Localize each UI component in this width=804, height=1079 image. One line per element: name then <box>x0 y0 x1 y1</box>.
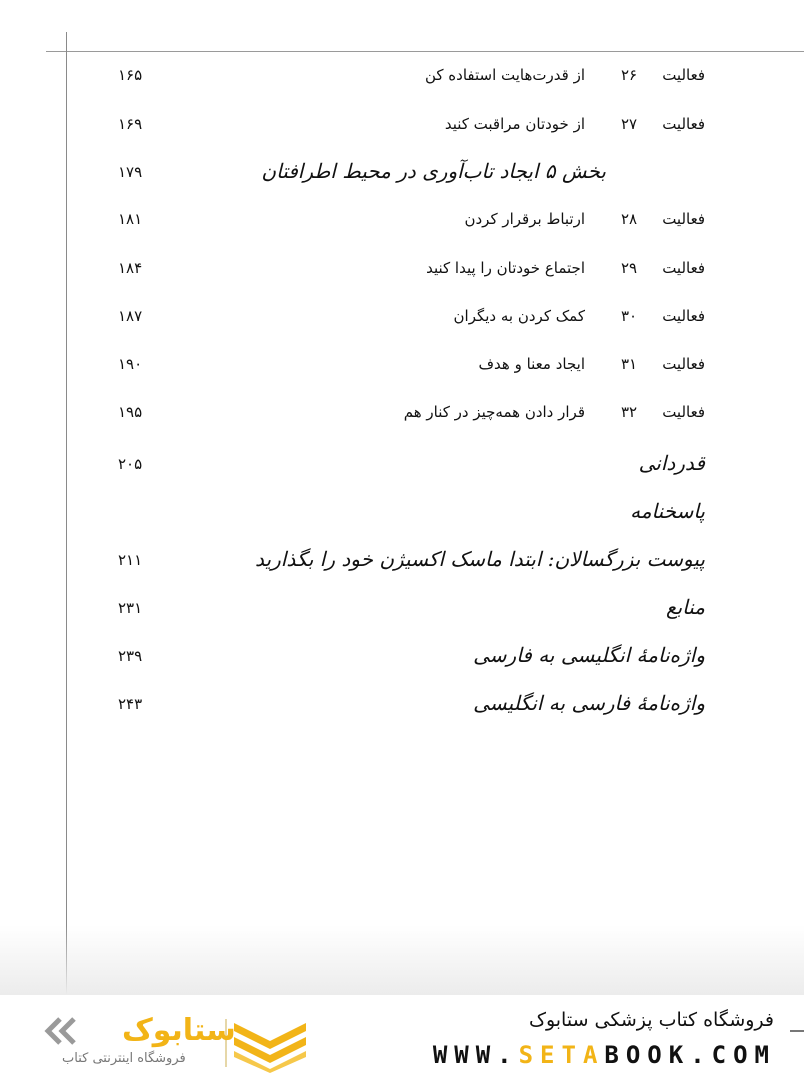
activity-number: ۲۹ <box>620 259 638 277</box>
activity-number: ۳۰ <box>620 307 638 325</box>
toc-section <box>0 595 804 629</box>
toc-row <box>0 307 804 337</box>
logo-tagline: فروشگاه اینترنتی کتاب <box>62 1051 186 1066</box>
activity-label: فعالیت <box>662 66 705 84</box>
toc-section <box>0 499 804 533</box>
url-highlight: SETA <box>518 1041 605 1069</box>
toc-section <box>0 451 804 485</box>
activity-label: فعالیت <box>662 210 705 228</box>
store-name: فروشگاه کتاب پزشکی ستابوک <box>528 1009 774 1031</box>
activity-title: کمک کردن به دیگران <box>453 307 585 325</box>
activity-label: فعالیت <box>662 115 705 133</box>
store-footer <box>0 995 804 1079</box>
activity-title: از قدرت‌هایت استفاده کن <box>424 66 585 84</box>
activity-title: ایجاد معنا و هدف <box>478 355 585 373</box>
page-number: ۱۸۴ <box>118 259 143 277</box>
activity-number: ۲۸ <box>620 210 638 228</box>
toc-row <box>0 403 804 433</box>
toc-row <box>0 259 804 289</box>
activity-title: قرار دادن همه‌چیز در کنار هم <box>403 403 585 421</box>
page-number: ۱۶۵ <box>118 66 143 84</box>
activity-label: فعالیت <box>662 259 705 277</box>
activity-title: از خودتان مراقبت کنید <box>444 115 585 133</box>
section-title: واژه‌نامهٔ انگلیسی به فارسی <box>473 643 705 667</box>
toc-row <box>0 210 804 240</box>
activity-title: ارتباط برقرار کردن <box>464 210 585 228</box>
toc-part-heading <box>0 159 804 193</box>
page-number: ۲۳۱ <box>118 599 143 617</box>
store-url[interactable] <box>433 1041 776 1069</box>
activity-number: ۲۷ <box>620 115 638 133</box>
footer-rule <box>790 1030 804 1032</box>
toc-section <box>0 691 804 725</box>
page-number: ۱۸۷ <box>118 307 143 325</box>
part-title: بخش ۵ ایجاد تاب‌آوری در محیط اطرافتان <box>261 159 606 183</box>
section-title: پاسخنامه <box>630 499 705 523</box>
activity-label: فعالیت <box>662 307 705 325</box>
page-number: ۲۳۹ <box>118 647 143 665</box>
toc-row <box>0 66 804 96</box>
section-title: قدردانی <box>638 451 705 475</box>
activity-title: اجتماع خودتان را پیدا کنید <box>426 259 585 277</box>
store-logo[interactable] <box>40 1013 310 1073</box>
activity-label: فعالیت <box>662 403 705 421</box>
url-prefix: WWW. <box>432 1041 519 1069</box>
section-title: پیوست بزرگسالان: ابتدا ماسک اکسیژن خود را بگذارید <box>255 547 705 571</box>
url-suffix: BOOK.COM <box>604 1041 776 1069</box>
section-title: منابع <box>665 595 705 619</box>
page-number: ۱۹۰ <box>118 355 143 373</box>
page-number: ۱۶۹ <box>118 115 143 133</box>
book-stack-icon <box>230 1013 310 1073</box>
activity-number: ۲۶ <box>620 66 638 84</box>
activity-label: فعالیت <box>662 355 705 373</box>
activity-number: ۳۲ <box>620 403 638 421</box>
activity-number: ۳۱ <box>620 355 638 373</box>
page-number: ۲۱۱ <box>118 551 143 569</box>
page-number: ۲۰۵ <box>118 455 143 473</box>
footer-fade <box>0 925 804 995</box>
page-number: ۱۹۵ <box>118 403 143 421</box>
logo-wordmark: ستابوک <box>122 1013 236 1048</box>
double-chevron-icon <box>44 1017 78 1045</box>
toc-row <box>0 355 804 385</box>
page-number: ۱۷۹ <box>118 163 143 181</box>
page-number: ۱۸۱ <box>118 210 143 228</box>
page-number: ۲۴۳ <box>118 695 143 713</box>
toc-row <box>0 115 804 145</box>
section-title: واژه‌نامهٔ فارسی به انگلیسی <box>473 691 705 715</box>
toc-section <box>0 547 804 581</box>
toc-section <box>0 643 804 677</box>
